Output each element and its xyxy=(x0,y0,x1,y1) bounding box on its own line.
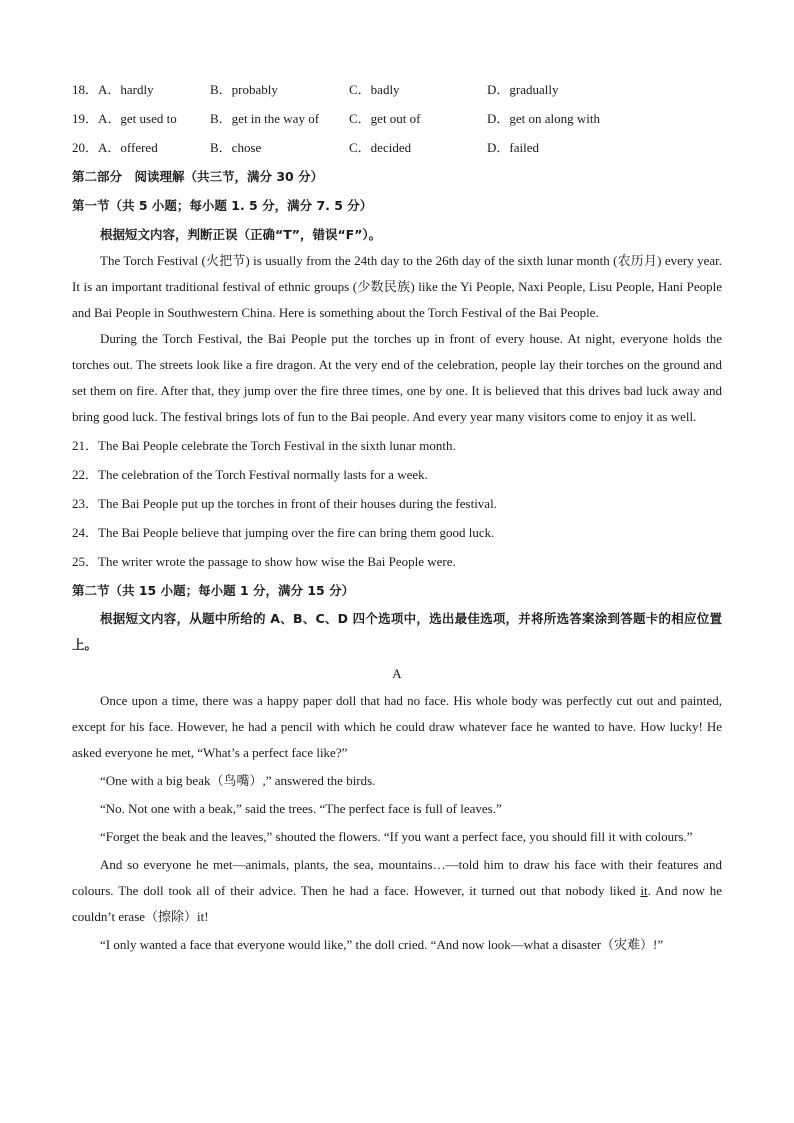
section1-instruction: 根据短文内容，判断正误（正确“T”，错误“F”）。 xyxy=(100,226,382,242)
option-c: C．badly xyxy=(349,82,400,97)
question-20-options xyxy=(72,132,722,161)
question-24: 24．The Bai People believe that jumping over the fire can bring them good luck. xyxy=(72,525,495,540)
exam-page xyxy=(72,74,722,958)
option-b: B．probably xyxy=(210,82,278,97)
option-c: C．decided xyxy=(349,140,412,155)
question-22: 22．The celebration of the Torch Festival normally lasts for a week. xyxy=(72,467,428,482)
section1-title: 第一节（共 5 小题；每小题 1. 5 分，满分 7. 5 分） xyxy=(72,197,373,213)
option-d: D．gradually xyxy=(487,82,559,97)
underlined-word: it xyxy=(640,883,648,898)
story-paragraph: And so everyone he met—animals, plants, the sea, mountains…—told him to draw his face with their features and colours. The doll took all of their advice. Then he had a face. However, it turned out that nobody liked it. And now he couldn’t erase（擦除）it! xyxy=(72,857,722,924)
story-paragraph: Once upon a time, there was a happy paper doll that had no face. His whole body was perfectly cut out and painted, except for his face. However, he had a pencil with which he could draw whatever face he wanted to have. How lucky! He asked everyone he met, “What’s a perfect face like?” xyxy=(72,693,722,760)
section2-instruction: 根据短文内容，从题中所给的 A、B、C、D 四个选项中，选出最佳选项，并将所选答案涂到答题卡的相应位置上。 xyxy=(72,611,722,652)
question-25: 25．The writer wrote the passage to show how wise the Bai People were. xyxy=(72,554,456,569)
option-a: 20．A．offered xyxy=(72,140,158,155)
option-d: D．failed xyxy=(487,140,539,155)
story-paragraph: “No. Not one with a beak,” said the trees. “The perfect face is full of leaves.” xyxy=(100,801,502,816)
option-d: D．get on along with xyxy=(487,111,601,126)
option-a: 18．A．hardly xyxy=(72,82,154,97)
question-21: 21．The Bai People celebrate the Torch Festival in the sixth lunar month. xyxy=(72,438,456,453)
passage-label: A xyxy=(392,666,402,681)
option-a: 19．A．get used to xyxy=(72,111,177,126)
passage-paragraph: The Torch Festival (火把节) is usually from the 24th day to the 26th day of the sixth lunar month (农历月) every year. It is an important traditional festival of ethnic groups (少数民族) like the Yi People, Naxi People, Lisu People, Hani People and Bai People in Southwestern China. Here is something about the Torch Festival of the Bai People. xyxy=(72,253,722,320)
option-c: C．get out of xyxy=(349,111,421,126)
story-paragraph: “One with a big beak（鸟嘴）,” answered the birds. xyxy=(100,773,376,788)
passage-paragraph: During the Torch Festival, the Bai People put the torches up in front of every house. At night, everyone holds the torches out. The streets look like a fire dragon. At the very end of the celebration, people lay their torches on the ground and set them on fire. After that, they jump over the fire three times, one by one. It is believed that this drives bad luck away and bring good luck. The festival brings lots of fun to the Bai people. And every year many visitors come to enjoy it as well. xyxy=(72,331,722,424)
option-b: B．chose xyxy=(210,140,262,155)
story-paragraph: “Forget the beak and the leaves,” shouted the flowers. “If you want a perfect face, you should fill it with colours.” xyxy=(100,829,693,844)
story-paragraph: “I only wanted a face that everyone would like,” the doll cried. “And now look—what a disaster（灾难）!” xyxy=(100,937,664,952)
section2-title: 第二节（共 15 小题；每小题 1 分，满分 15 分） xyxy=(72,582,355,598)
option-b: B．get in the way of xyxy=(210,111,320,126)
question-19-options xyxy=(72,103,722,132)
part2-title: 第二部分 阅读理解（共三节，满分 30 分） xyxy=(72,168,324,184)
question-23: 23．The Bai People put up the torches in front of their houses during the festival. xyxy=(72,496,497,511)
question-18-options xyxy=(72,74,722,103)
